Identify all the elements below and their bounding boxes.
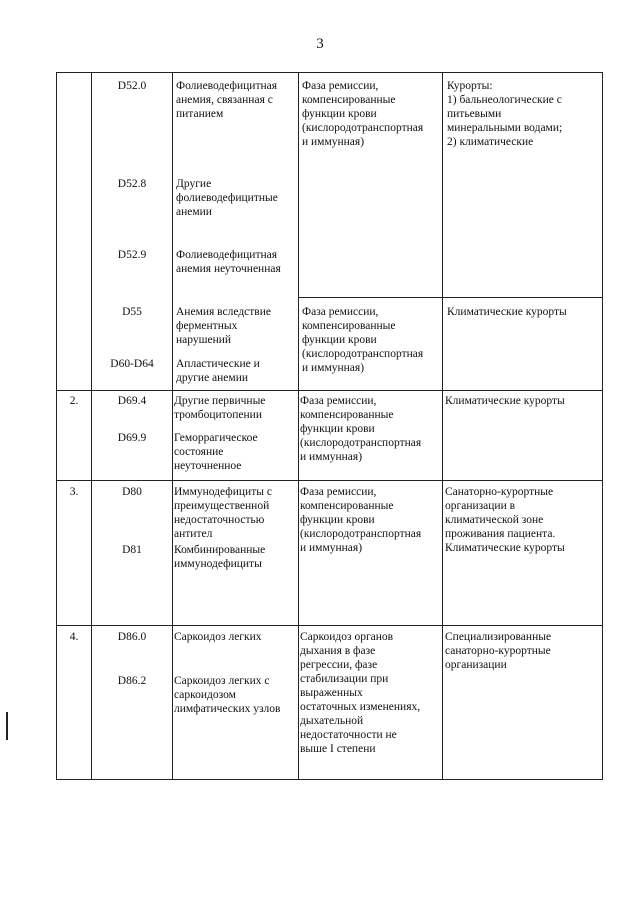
page-number: 3 (316, 36, 324, 52)
code-cell: D60-D64 (110, 358, 154, 370)
row-divider (56, 390, 603, 391)
row-number: 2. (69, 395, 79, 407)
row-divider (298, 297, 603, 298)
diagnosis-cell: Анемия вследствие ферментных нарушений (176, 306, 271, 346)
diagnosis-cell: Комбинированные иммунодефициты (174, 544, 266, 570)
code-cell: D69.4 (117, 395, 147, 407)
code-cell: D52.9 (117, 249, 147, 261)
phase-cell: Фаза ремиссии, компенсированные функции крови (кислородотранспортная и иммунная) (300, 395, 422, 463)
row-divider (56, 480, 603, 481)
resort-cell: Курорты: 1) бальнеологические с питьевыми минеральными водами; 2) климатические (447, 80, 563, 148)
resort-cell: Специализированные санаторно-курортные организации (445, 631, 552, 671)
code-cell: D86.0 (117, 631, 147, 643)
code-cell: D52.8 (117, 178, 147, 190)
phase-cell: Фаза ремиссии, компенсированные функции крови (кислородотранспортная и иммунная) (302, 80, 424, 148)
resort-cell: Климатические курорты (447, 306, 567, 318)
code-cell: D80 (122, 486, 142, 498)
diagnosis-cell: Фолиеводефицитная анемия, связанная с питанием (176, 80, 278, 120)
diagnosis-cell: Саркоидоз легких (174, 631, 262, 643)
diagnosis-cell: Саркоидоз легких с саркоидозом лимфатических узлов (174, 675, 281, 715)
diagnosis-cell: Иммунодефициты с преимущественной недостаточностью антител (174, 486, 272, 540)
row-number: 3. (69, 486, 79, 498)
column-divider (442, 72, 443, 780)
column-divider (298, 72, 299, 780)
code-cell: D55 (122, 306, 142, 318)
code-cell: D69.9 (117, 432, 147, 444)
row-number: 4. (69, 631, 79, 643)
table-border-top (56, 72, 603, 73)
code-cell: D86.2 (117, 675, 147, 687)
diagnosis-cell: Геморрагическое состояние неуточненное (174, 432, 258, 472)
diagnosis-cell: Другие первичные тромбоцитопении (174, 395, 266, 421)
diagnosis-cell: Фолиеводефицитная анемия неуточненная (176, 249, 281, 275)
table-border-right (602, 72, 603, 780)
table-border-left (56, 72, 57, 780)
row-divider (56, 625, 603, 626)
phase-cell: Саркоидоз органов дыхания в фазе регрессии, фазе стабилизации при выраженных остаточных изменениях, дыхательной недостаточности не выше I степени (300, 631, 421, 755)
resort-cell: Санаторно-курортные организации в климатической зоне проживания пациента. Климатические курорты (445, 486, 565, 554)
code-cell: D81 (122, 544, 142, 556)
diagnosis-cell: Апластические и другие анемии (176, 358, 260, 384)
phase-cell: Фаза ремиссии, компенсированные функции крови (кислородотранспортная и иммунная) (302, 306, 424, 374)
code-cell: D52.0 (117, 80, 147, 92)
margin-mark (6, 712, 8, 740)
table-border-bottom (56, 779, 603, 780)
column-divider (172, 72, 173, 780)
diagnosis-cell: Другие фолиеводефицитные анемии (176, 178, 278, 218)
resort-cell: Климатические курорты (445, 395, 565, 407)
phase-cell: Фаза ремиссии, компенсированные функции крови (кислородотранспортная и иммунная) (300, 486, 422, 554)
